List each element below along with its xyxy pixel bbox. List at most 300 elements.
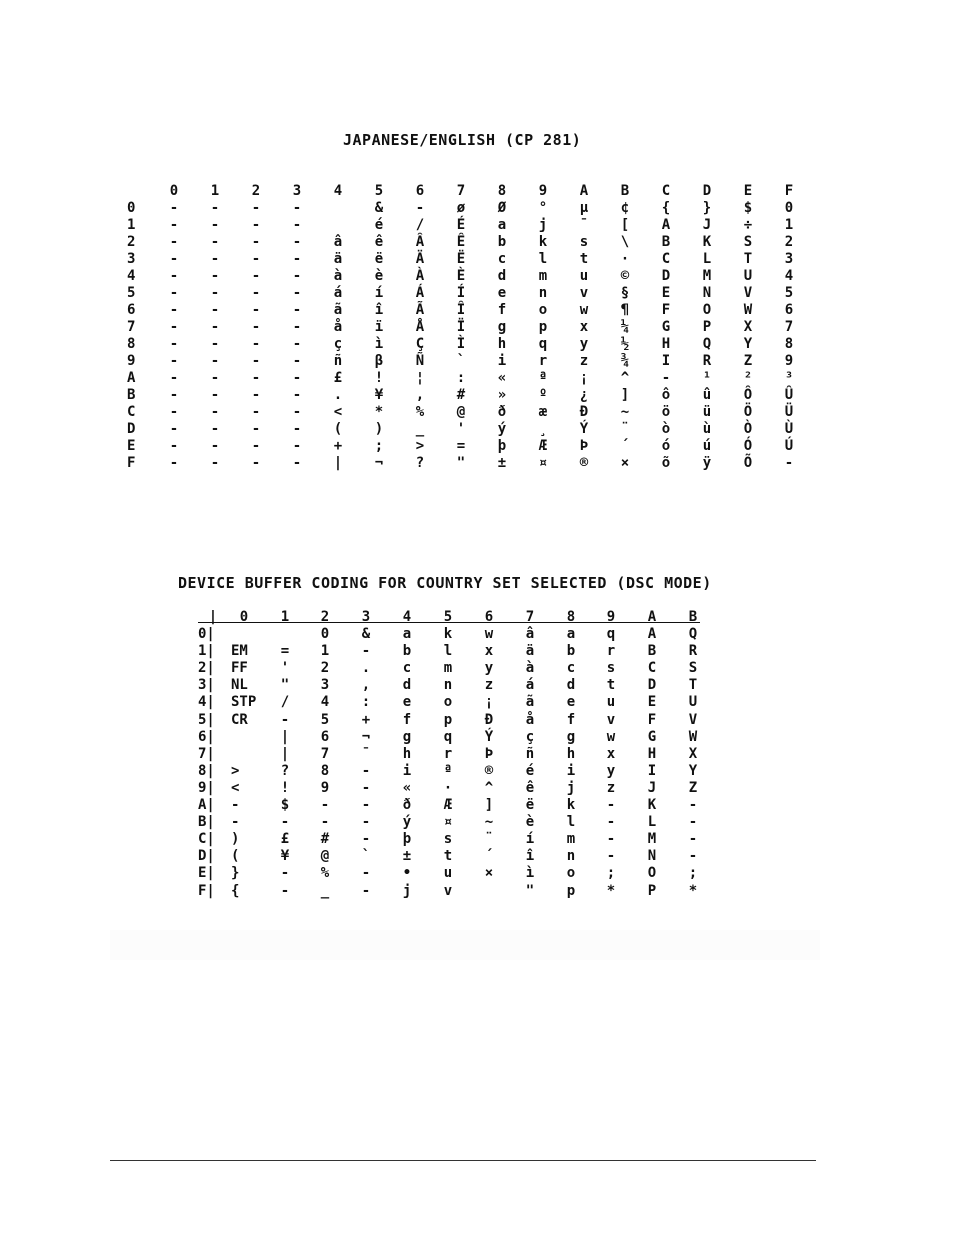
column-header: 1 xyxy=(280,609,290,625)
table-cell: y xyxy=(606,763,616,779)
table-cell: Ä xyxy=(415,251,425,267)
table-cell: ; xyxy=(374,438,384,454)
table-cell: + xyxy=(333,438,343,454)
table-cell: \ xyxy=(620,234,630,250)
row-header: 6 xyxy=(127,302,136,318)
table-cell: ï xyxy=(374,319,384,335)
row-header: 9 xyxy=(127,353,136,369)
table-cell: º xyxy=(538,387,548,403)
table-cell: £ xyxy=(333,370,343,386)
table-cell: R xyxy=(702,353,712,369)
table-cell: q xyxy=(606,626,616,642)
table-cell: E xyxy=(661,285,671,301)
column-header: E xyxy=(743,183,753,199)
table-cell: e xyxy=(497,285,507,301)
table-cell: ± xyxy=(497,455,507,471)
table-cell: % xyxy=(320,865,330,881)
table-cell: Æ xyxy=(443,797,453,813)
table-cell: ä xyxy=(333,251,343,267)
table-cell: - xyxy=(210,217,220,233)
table-cell: 3 xyxy=(784,251,794,267)
table-cell: U xyxy=(688,694,698,710)
table-cell: , xyxy=(415,387,425,403)
table-cell: = xyxy=(456,438,466,454)
table-cell: - xyxy=(784,455,794,471)
table-cell: ¤ xyxy=(443,814,453,830)
table-cell: " xyxy=(525,883,535,899)
table-cell: ? xyxy=(415,455,425,471)
row-header: 6| xyxy=(198,729,215,745)
table-cell: [ xyxy=(620,217,630,233)
table-cell: # xyxy=(320,831,330,847)
table-cell: d xyxy=(402,677,412,693)
column-header: B xyxy=(620,183,630,199)
column-header: 9 xyxy=(606,609,616,625)
column-header: 8 xyxy=(566,609,576,625)
table-cell: - xyxy=(292,336,302,352)
row-header: D xyxy=(127,421,136,437)
table-cell: Â xyxy=(415,234,425,250)
table-cell: r xyxy=(606,643,616,659)
table-cell: ' xyxy=(456,421,466,437)
table-cell: g xyxy=(402,729,412,745)
table-cell: - xyxy=(210,438,220,454)
table-cell: ë xyxy=(525,797,535,813)
table-cell: - xyxy=(606,797,616,813)
table-cell: ç xyxy=(525,729,535,745)
table-cell: ; xyxy=(606,865,616,881)
table-cell: - xyxy=(231,797,240,813)
table-cell: a xyxy=(402,626,412,642)
table-cell: ! xyxy=(374,370,384,386)
table-cell: ì xyxy=(374,336,384,352)
table-cell: - xyxy=(361,831,371,847)
table-cell: - xyxy=(210,455,220,471)
table-cell: ¹ xyxy=(702,370,712,386)
table-cell: W xyxy=(743,302,753,318)
table-cell: ä xyxy=(525,643,535,659)
row-header: 2 xyxy=(127,234,136,250)
table-cell xyxy=(325,200,351,217)
table-cell: { xyxy=(231,883,240,899)
table-cell: 5 xyxy=(784,285,794,301)
table-cell: » xyxy=(497,387,507,403)
row-header: 3| xyxy=(198,677,215,693)
table-cell: G xyxy=(647,729,657,745)
table-cell: G xyxy=(661,319,671,335)
table-cell: - xyxy=(606,848,616,864)
table-cell: T xyxy=(743,251,753,267)
table-cell: h xyxy=(402,746,412,762)
table-cell: ¥ xyxy=(374,387,384,403)
table-cell: p xyxy=(443,712,453,728)
table-cell: " xyxy=(456,455,466,471)
table-cell: - xyxy=(688,814,698,830)
table-cell: U xyxy=(743,268,753,284)
table-cell: ¯ xyxy=(579,217,589,233)
table-cell: i xyxy=(497,353,507,369)
table-cell: STP xyxy=(231,694,257,710)
column-header: 2 xyxy=(320,609,330,625)
row-header: 3 xyxy=(127,251,136,267)
table-cell: õ xyxy=(661,455,671,471)
table-cell: - xyxy=(361,814,371,830)
table-cell: Ú xyxy=(784,438,794,454)
table-cell: h xyxy=(566,746,576,762)
table-cell: v xyxy=(579,285,589,301)
table-cell: - xyxy=(320,814,330,830)
table-cell: C xyxy=(647,660,657,676)
table-cell: 8 xyxy=(320,763,330,779)
table-cell: m xyxy=(566,831,576,847)
table-cell: · xyxy=(443,780,453,796)
table-cell: } xyxy=(231,865,240,881)
table-cell: j xyxy=(402,883,412,899)
table-cell: : xyxy=(361,694,371,710)
table-cell: - xyxy=(251,268,261,284)
table-cell: - xyxy=(251,387,261,403)
column-header: 0 xyxy=(239,609,249,625)
table-cell: u xyxy=(579,268,589,284)
table-cell: û xyxy=(702,387,712,403)
table-cell: Å xyxy=(415,319,425,335)
table-cell: - xyxy=(280,712,290,728)
table-cell: è xyxy=(525,814,535,830)
table-cell: - xyxy=(361,797,371,813)
table-cell: ó xyxy=(661,438,671,454)
table-cell: ° xyxy=(538,200,548,216)
table-cell: m xyxy=(538,268,548,284)
table-cell: k xyxy=(443,626,453,642)
table-cell: É xyxy=(456,217,466,233)
table-cell: ± xyxy=(402,848,412,864)
table-cell: j xyxy=(538,217,548,233)
table-cell: , xyxy=(361,677,371,693)
table-cell: ¡ xyxy=(579,370,589,386)
column-header: 3 xyxy=(292,183,302,199)
table-cell: ý xyxy=(402,814,412,830)
table-cell: à xyxy=(525,660,535,676)
table-cell: - xyxy=(231,814,240,830)
table-cell: È xyxy=(456,268,466,284)
row-header: 2| xyxy=(198,660,215,676)
table-cell: £ xyxy=(280,831,290,847)
table-cell: b xyxy=(497,234,507,250)
table-cell: F xyxy=(661,302,671,318)
table-cell: í xyxy=(374,285,384,301)
table-cell: v xyxy=(443,883,453,899)
table-cell: k xyxy=(538,234,548,250)
table-cell: s xyxy=(606,660,616,676)
table-cell: ; xyxy=(688,865,698,881)
table-cell: T xyxy=(688,677,698,693)
table-cell: 1 xyxy=(320,643,330,659)
table-cell: Y xyxy=(688,763,698,779)
table-cell: 6 xyxy=(320,729,330,745)
table-cell: I xyxy=(647,763,657,779)
table-cell: Ò xyxy=(743,421,753,437)
table-cell: M xyxy=(647,831,657,847)
table-cell: - xyxy=(169,404,179,420)
table-cell: - xyxy=(169,200,179,216)
table-cell: 0 xyxy=(320,626,330,642)
table-cell: Y xyxy=(743,336,753,352)
table-cell: I xyxy=(661,353,671,369)
row-header: C| xyxy=(198,831,215,847)
table-cell: @ xyxy=(320,848,330,864)
table-cell: þ xyxy=(402,831,412,847)
table-cell: e xyxy=(402,694,412,710)
table-cell: | xyxy=(280,746,290,762)
table-cell: * xyxy=(374,404,384,420)
table-cell: ã xyxy=(333,302,343,318)
table-cell: - xyxy=(292,319,302,335)
table-cell: À xyxy=(415,268,425,284)
table-cell: - xyxy=(688,848,698,864)
table-cell: ½ xyxy=(620,336,630,352)
table-cell: t xyxy=(579,251,589,267)
table-cell: u xyxy=(606,694,616,710)
table-cell: æ xyxy=(538,404,548,420)
table-cell: | xyxy=(280,729,290,745)
table-cell: g xyxy=(566,729,576,745)
table-cell: > xyxy=(415,438,425,454)
table-cell: c xyxy=(566,660,576,676)
table-cell: - xyxy=(169,387,179,403)
table-cell: · xyxy=(620,251,630,267)
table-cell: X xyxy=(743,319,753,335)
table-cell: z xyxy=(606,780,616,796)
table-cell: Z xyxy=(688,780,698,796)
table-cell: FF xyxy=(231,660,248,676)
table-cell: - xyxy=(361,780,371,796)
row-header: 7| xyxy=(198,746,215,762)
table-cell: O xyxy=(702,302,712,318)
table-cell: - xyxy=(292,217,302,233)
table-cell: o xyxy=(443,694,453,710)
table-cell: ù xyxy=(702,421,712,437)
table-cell: ¢ xyxy=(620,200,630,216)
table-cell: s xyxy=(579,234,589,250)
column-header: A xyxy=(579,183,589,199)
table-cell: < xyxy=(231,780,240,796)
table-cell: - xyxy=(169,302,179,318)
table-cell: - xyxy=(606,814,616,830)
table-cell: - xyxy=(292,353,302,369)
table-cell: 1 xyxy=(784,217,794,233)
table-cell: ¬ xyxy=(361,729,371,745)
table-cell: Ê xyxy=(456,234,466,250)
table-cell: j xyxy=(566,780,576,796)
table-cell: ê xyxy=(525,780,535,796)
table-cell: Ì xyxy=(456,336,466,352)
table-cell: - xyxy=(688,797,698,813)
table-cell: × xyxy=(620,455,630,471)
table-cell: ~ xyxy=(484,814,494,830)
row-header: F| xyxy=(198,883,215,899)
column-header: 7 xyxy=(456,183,466,199)
table-cell: p xyxy=(566,883,576,899)
table-cell: % xyxy=(415,404,425,420)
table-cell: O xyxy=(647,865,657,881)
table-cell: - xyxy=(320,797,330,813)
table-cell: å xyxy=(333,319,343,335)
row-header: A xyxy=(127,370,136,386)
table-cell: ¦ xyxy=(415,370,425,386)
table-cell: & xyxy=(374,200,384,216)
table-cell: h xyxy=(497,336,507,352)
table-cell: - xyxy=(210,336,220,352)
table-cell: á xyxy=(525,677,535,693)
table-cell: - xyxy=(169,421,179,437)
table-cell: Û xyxy=(784,387,794,403)
column-header: 1 xyxy=(210,183,220,199)
table-cell: 4 xyxy=(320,694,330,710)
table-cell: ò xyxy=(661,421,671,437)
row-header: 5 xyxy=(127,285,136,301)
table-cell: y xyxy=(579,336,589,352)
table-cell: ' xyxy=(280,660,290,676)
table-cell: < xyxy=(333,404,343,420)
table-cell: J xyxy=(702,217,712,233)
table-cell: - xyxy=(251,234,261,250)
table2-title: DEVICE BUFFER CODING FOR COUNTRY SET SELECTED (DSC MODE) xyxy=(178,574,712,592)
table-cell: - xyxy=(251,302,261,318)
table-cell: Ý xyxy=(579,421,589,437)
table-cell: d xyxy=(497,268,507,284)
table-cell: 4 xyxy=(784,268,794,284)
table-cell: Ù xyxy=(784,421,794,437)
table-cell: x xyxy=(606,746,616,762)
table-cell: ö xyxy=(661,404,671,420)
table-cell: 0 xyxy=(784,200,794,216)
table-cell: Ï xyxy=(456,319,466,335)
column-header: 7 xyxy=(525,609,535,625)
table1-title: JAPANESE/ENGLISH (CP 281) xyxy=(343,131,582,149)
table-cell: : xyxy=(456,370,466,386)
table-cell: 2 xyxy=(320,660,330,676)
table-cell: - xyxy=(169,234,179,250)
table-cell: - xyxy=(292,404,302,420)
table-cell: ô xyxy=(661,387,671,403)
table-cell: þ xyxy=(497,438,507,454)
table-cell: Ý xyxy=(484,729,494,745)
table-cell: J xyxy=(647,780,657,796)
table-cell: - xyxy=(361,763,371,779)
table-cell: x xyxy=(579,319,589,335)
table-cell: - xyxy=(210,302,220,318)
table-cell: = xyxy=(280,643,290,659)
table-cell: ¸ xyxy=(538,421,548,437)
table-cell: ^ xyxy=(484,780,494,796)
table-cell: P xyxy=(702,319,712,335)
table-cell: ¾ xyxy=(620,353,630,369)
column-header: 6 xyxy=(484,609,494,625)
table-cell: « xyxy=(497,370,507,386)
column-header: 8 xyxy=(497,183,507,199)
table-cell: - xyxy=(280,865,290,881)
table-cell: z xyxy=(579,353,589,369)
table-cell: ¡ xyxy=(484,694,494,710)
table-cell: b xyxy=(566,643,576,659)
table-cell: c xyxy=(497,251,507,267)
table-cell: K xyxy=(647,797,657,813)
table-cell: ® xyxy=(484,763,494,779)
table-cell: • xyxy=(402,865,412,881)
table-cell: - xyxy=(251,336,261,352)
table-cell: - xyxy=(210,319,220,335)
table-cell: Ë xyxy=(456,251,466,267)
table-cell: Ã xyxy=(415,302,425,318)
table-cell: Z xyxy=(743,353,753,369)
table-cell: D xyxy=(661,268,671,284)
table-cell: a xyxy=(566,626,576,642)
table-cell: ñ xyxy=(333,353,343,369)
table-cell: ¥ xyxy=(280,848,290,864)
table-cell: - xyxy=(251,404,261,420)
table-cell: - xyxy=(169,319,179,335)
table-cell: - xyxy=(292,285,302,301)
table-cell: - xyxy=(251,455,261,471)
table-cell: k xyxy=(566,797,576,813)
table-cell: - xyxy=(169,438,179,454)
table-cell: 2 xyxy=(784,234,794,250)
column-header: F xyxy=(784,183,794,199)
table-cell: e xyxy=(566,694,576,710)
table-cell: ú xyxy=(702,438,712,454)
table-cell: ` xyxy=(361,848,371,864)
table-cell: ý xyxy=(497,421,507,437)
table-cell: ç xyxy=(333,336,343,352)
table-cell: w xyxy=(606,729,616,745)
table-cell: - xyxy=(292,370,302,386)
table-cell: à xyxy=(333,268,343,284)
table-cell: Î xyxy=(456,302,466,318)
table-cell: ! xyxy=(280,780,290,796)
table-cell: - xyxy=(292,234,302,250)
table-cell: Ö xyxy=(743,404,753,420)
table-cell: - xyxy=(688,831,698,847)
row-header: E xyxy=(127,438,136,454)
table-cell: v xyxy=(606,712,616,728)
table-cell: ¬ xyxy=(374,455,384,471)
column-header-divider: | xyxy=(208,609,218,625)
row-header: 8| xyxy=(198,763,215,779)
table-cell: 3 xyxy=(320,677,330,693)
table-cell: y xyxy=(484,660,494,676)
column-header: 0 xyxy=(169,183,179,199)
table-cell: ´ xyxy=(484,848,494,864)
column-header: B xyxy=(688,609,698,625)
table-cell: © xyxy=(620,268,630,284)
table-cell: § xyxy=(620,285,630,301)
column-header: 9 xyxy=(538,183,548,199)
table-cell: + xyxy=(361,712,371,728)
table-cell: NL xyxy=(231,677,248,693)
table-cell: ð xyxy=(402,797,412,813)
table-cell: $ xyxy=(280,797,290,813)
table-cell: ` xyxy=(456,353,466,369)
row-header: B| xyxy=(198,814,215,830)
table-cell: ì xyxy=(525,865,535,881)
column-header: 5 xyxy=(443,609,453,625)
column-header: D xyxy=(702,183,712,199)
table-cell: - xyxy=(169,268,179,284)
table-cell: - xyxy=(169,251,179,267)
table-cell: P xyxy=(647,883,657,899)
column-header: 2 xyxy=(251,183,261,199)
table-cell: ® xyxy=(579,455,589,471)
